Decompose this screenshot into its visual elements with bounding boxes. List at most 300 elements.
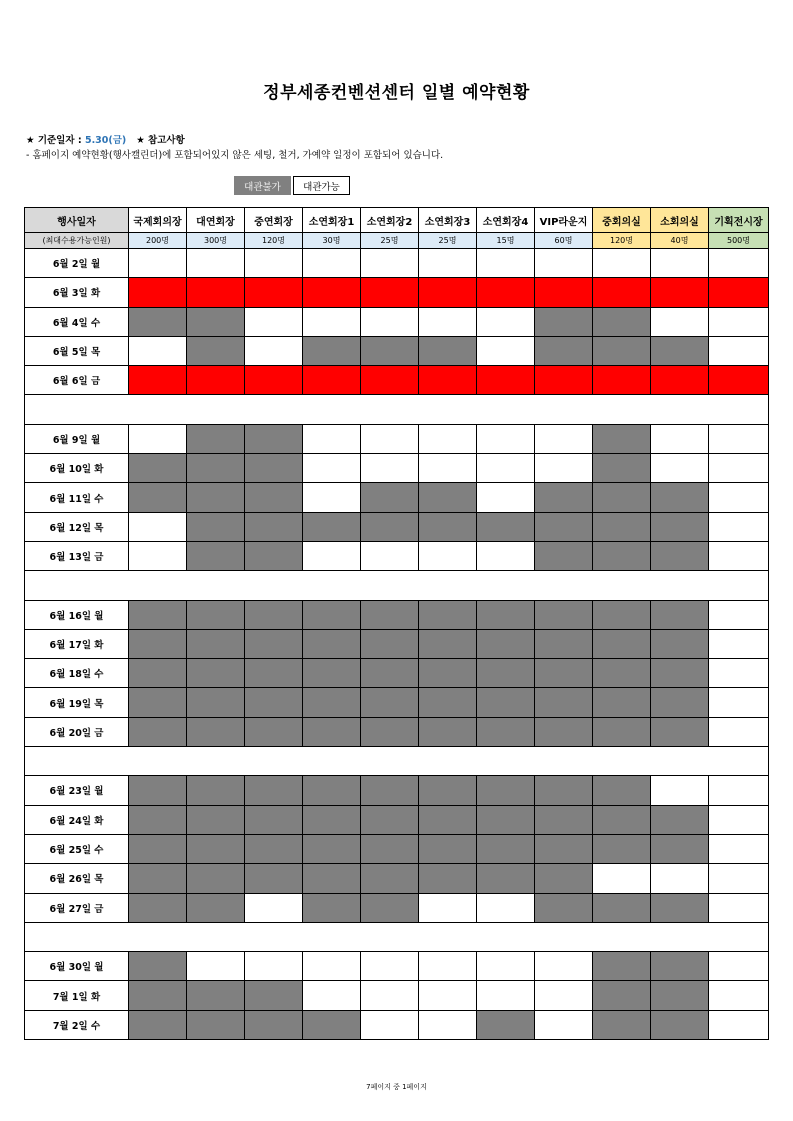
available-cell [535, 981, 593, 1010]
unavailable-cell [129, 307, 187, 336]
unavailable-cell [535, 717, 593, 746]
unavailable-cell [535, 864, 593, 893]
unavailable-cell [129, 629, 187, 658]
unavailable-cell [361, 834, 419, 863]
unavailable-cell [129, 688, 187, 717]
unavailable-cell [651, 659, 709, 688]
unavailable-cell [361, 483, 419, 512]
table-row [25, 864, 769, 893]
available-cell [419, 952, 477, 981]
available-cell [651, 307, 709, 336]
holiday-cell [535, 278, 593, 307]
available-cell [303, 307, 361, 336]
date-cell: 6월 30일 월 [25, 952, 129, 981]
venue-capacity: 500명 [709, 233, 769, 249]
unavailable-cell [419, 805, 477, 834]
schedule-body [25, 249, 769, 1040]
date-cell: 6월 27일 금 [25, 893, 129, 922]
gap-cell [25, 571, 769, 600]
available-cell [477, 336, 535, 365]
unavailable-cell [651, 600, 709, 629]
table-row [25, 952, 769, 981]
unavailable-cell [187, 1010, 245, 1039]
available-cell [419, 249, 477, 278]
available-cell [651, 864, 709, 893]
unavailable-cell [245, 454, 303, 483]
available-cell [651, 424, 709, 453]
unavailable-cell [129, 893, 187, 922]
venue-capacity: 60명 [535, 233, 593, 249]
capacity-label: (최대수용가능인원) [25, 233, 129, 249]
date-cell: 6월 13일 금 [25, 541, 129, 570]
unavailable-cell [303, 717, 361, 746]
available-cell [477, 249, 535, 278]
date-cell: 6월 9일 월 [25, 424, 129, 453]
available-cell [245, 336, 303, 365]
gap-cell [25, 395, 769, 424]
legend-available: 대관가능 [293, 176, 350, 195]
venue-header: 대연회장 [187, 208, 245, 233]
unavailable-cell [129, 952, 187, 981]
available-cell [303, 483, 361, 512]
date-cell: 6월 2일 월 [25, 249, 129, 278]
unavailable-cell [361, 659, 419, 688]
holiday-cell [361, 366, 419, 395]
available-cell [709, 805, 769, 834]
date-cell: 6월 20일 금 [25, 717, 129, 746]
unavailable-cell [303, 336, 361, 365]
unavailable-cell [651, 893, 709, 922]
unavailable-cell [419, 659, 477, 688]
date-cell: 6월 11일 수 [25, 483, 129, 512]
available-cell [535, 249, 593, 278]
available-cell [419, 981, 477, 1010]
unavailable-cell [187, 717, 245, 746]
reference-label: ★ 참고사항 [136, 135, 185, 146]
unavailable-cell [361, 688, 419, 717]
available-cell [535, 952, 593, 981]
available-cell [419, 454, 477, 483]
unavailable-cell [129, 483, 187, 512]
unavailable-cell [129, 600, 187, 629]
available-cell [419, 307, 477, 336]
unavailable-cell [303, 688, 361, 717]
holiday-cell [245, 366, 303, 395]
unavailable-cell [303, 893, 361, 922]
unavailable-cell [361, 893, 419, 922]
available-cell [361, 307, 419, 336]
unavailable-cell [303, 834, 361, 863]
unavailable-cell [245, 834, 303, 863]
holiday-cell [651, 278, 709, 307]
available-cell [245, 893, 303, 922]
unavailable-cell [187, 307, 245, 336]
unavailable-cell [477, 864, 535, 893]
date-cell: 7월 1일 화 [25, 981, 129, 1010]
available-cell [361, 1010, 419, 1039]
unavailable-cell [419, 483, 477, 512]
available-cell [477, 454, 535, 483]
date-cell: 6월 16일 월 [25, 600, 129, 629]
unavailable-cell [187, 893, 245, 922]
holiday-cell [303, 366, 361, 395]
unavailable-cell [535, 541, 593, 570]
table-row [25, 834, 769, 863]
unavailable-cell [477, 688, 535, 717]
base-date-label: ★ 기준일자 : [26, 135, 85, 146]
unavailable-cell [187, 512, 245, 541]
table-row [25, 454, 769, 483]
holiday-cell [593, 366, 651, 395]
venue-capacity: 120명 [593, 233, 651, 249]
table-row [25, 366, 769, 395]
available-cell [303, 424, 361, 453]
date-cell: 6월 23일 월 [25, 776, 129, 805]
holiday-cell [245, 278, 303, 307]
holiday-cell [477, 366, 535, 395]
available-cell [477, 541, 535, 570]
unavailable-cell [593, 541, 651, 570]
gap-cell [25, 747, 769, 776]
available-cell [709, 688, 769, 717]
unavailable-cell [129, 864, 187, 893]
table-row [25, 717, 769, 746]
gap-cell [25, 922, 769, 951]
unavailable-cell [187, 688, 245, 717]
unavailable-cell [651, 1010, 709, 1039]
available-cell [709, 424, 769, 453]
available-cell [651, 454, 709, 483]
available-cell [245, 952, 303, 981]
unavailable-cell [361, 512, 419, 541]
venue-header: 소회의실 [651, 208, 709, 233]
available-cell [709, 454, 769, 483]
unavailable-cell [419, 600, 477, 629]
unavailable-cell [245, 659, 303, 688]
available-cell [303, 249, 361, 278]
unavailable-cell [651, 629, 709, 658]
unavailable-cell [535, 805, 593, 834]
unavailable-cell [419, 864, 477, 893]
unavailable-cell [187, 336, 245, 365]
unavailable-cell [187, 600, 245, 629]
venue-capacity: 300명 [187, 233, 245, 249]
unavailable-cell [245, 424, 303, 453]
available-cell [361, 424, 419, 453]
unavailable-cell [593, 1010, 651, 1039]
available-cell [245, 249, 303, 278]
available-cell [129, 249, 187, 278]
unavailable-cell [187, 454, 245, 483]
venue-capacity: 25명 [361, 233, 419, 249]
available-cell [477, 952, 535, 981]
table-row [25, 688, 769, 717]
unavailable-cell [419, 512, 477, 541]
unavailable-cell [129, 1010, 187, 1039]
unavailable-cell [593, 424, 651, 453]
venue-capacity: 120명 [245, 233, 303, 249]
unavailable-cell [303, 659, 361, 688]
available-cell [477, 893, 535, 922]
unavailable-cell [535, 600, 593, 629]
available-cell [651, 249, 709, 278]
available-cell [709, 307, 769, 336]
unavailable-cell [535, 629, 593, 658]
unavailable-cell [593, 688, 651, 717]
unavailable-cell [303, 629, 361, 658]
unavailable-cell [245, 864, 303, 893]
unavailable-cell [245, 483, 303, 512]
available-cell [709, 893, 769, 922]
unavailable-cell [187, 834, 245, 863]
date-cell: 6월 6일 금 [25, 366, 129, 395]
date-cell: 6월 12일 목 [25, 512, 129, 541]
unavailable-cell [361, 805, 419, 834]
available-cell [129, 541, 187, 570]
available-cell [129, 512, 187, 541]
unavailable-cell [129, 834, 187, 863]
available-cell [709, 952, 769, 981]
unavailable-cell [651, 541, 709, 570]
unavailable-cell [419, 834, 477, 863]
unavailable-cell [187, 776, 245, 805]
available-cell [651, 776, 709, 805]
unavailable-cell [187, 541, 245, 570]
table-row [25, 1010, 769, 1039]
holiday-cell [535, 366, 593, 395]
available-cell [303, 454, 361, 483]
unavailable-cell [245, 688, 303, 717]
table-row [25, 600, 769, 629]
available-cell [303, 981, 361, 1010]
unavailable-cell [129, 454, 187, 483]
holiday-cell [129, 366, 187, 395]
available-cell [709, 629, 769, 658]
unavailable-cell [303, 600, 361, 629]
unavailable-cell [477, 512, 535, 541]
table-row [25, 336, 769, 365]
unavailable-cell [593, 307, 651, 336]
available-cell [187, 249, 245, 278]
unavailable-cell [593, 512, 651, 541]
table-row [25, 805, 769, 834]
holiday-cell [709, 278, 769, 307]
date-column-header: 행사일자 [25, 208, 129, 233]
available-cell [419, 541, 477, 570]
unavailable-cell [187, 629, 245, 658]
unavailable-cell [651, 483, 709, 512]
unavailable-cell [187, 659, 245, 688]
unavailable-cell [593, 483, 651, 512]
available-cell [709, 659, 769, 688]
unavailable-cell [419, 629, 477, 658]
unavailable-cell [593, 454, 651, 483]
available-cell [303, 541, 361, 570]
date-cell: 6월 5일 목 [25, 336, 129, 365]
unavailable-cell [651, 952, 709, 981]
available-cell [593, 864, 651, 893]
unavailable-cell [477, 629, 535, 658]
holiday-cell [709, 366, 769, 395]
available-cell [709, 834, 769, 863]
base-date-value: 5.30(금) [84, 135, 127, 146]
unavailable-cell [245, 717, 303, 746]
capacity-row [25, 233, 769, 249]
unavailable-cell [129, 981, 187, 1010]
venue-capacity: 30명 [303, 233, 361, 249]
date-cell: 6월 24일 화 [25, 805, 129, 834]
unavailable-cell [593, 717, 651, 746]
holiday-cell [303, 278, 361, 307]
table-row [25, 278, 769, 307]
unavailable-cell [535, 659, 593, 688]
unavailable-cell [419, 776, 477, 805]
available-cell [535, 1010, 593, 1039]
venue-capacity: 200명 [129, 233, 187, 249]
weekend-gap-row [25, 395, 769, 424]
unavailable-cell [245, 600, 303, 629]
date-cell: 6월 25일 수 [25, 834, 129, 863]
table-row [25, 629, 769, 658]
venue-capacity: 40명 [651, 233, 709, 249]
table-row [25, 659, 769, 688]
available-cell [477, 483, 535, 512]
holiday-cell [419, 366, 477, 395]
unavailable-cell [187, 805, 245, 834]
unavailable-cell [245, 805, 303, 834]
table-row [25, 483, 769, 512]
unavailable-cell [651, 512, 709, 541]
unavailable-cell [477, 776, 535, 805]
holiday-cell [187, 278, 245, 307]
table-row [25, 424, 769, 453]
available-cell [129, 424, 187, 453]
available-cell [419, 424, 477, 453]
available-cell [129, 336, 187, 365]
available-cell [709, 776, 769, 805]
page-title: 정부세종컨벤션센터 일별 예약현황 [263, 83, 530, 103]
unavailable-cell [419, 688, 477, 717]
table-row [25, 512, 769, 541]
available-cell [361, 981, 419, 1010]
unavailable-cell [477, 717, 535, 746]
unavailable-cell [593, 629, 651, 658]
unavailable-cell [477, 834, 535, 863]
date-cell: 7월 2일 수 [25, 1010, 129, 1039]
available-cell [419, 893, 477, 922]
unavailable-cell [535, 483, 593, 512]
unavailable-cell [245, 541, 303, 570]
holiday-cell [187, 366, 245, 395]
available-cell [709, 249, 769, 278]
date-cell: 6월 19일 목 [25, 688, 129, 717]
unavailable-cell [593, 776, 651, 805]
unavailable-cell [535, 893, 593, 922]
base-date-note [26, 132, 185, 146]
available-cell [361, 454, 419, 483]
unavailable-cell [419, 717, 477, 746]
unavailable-cell [593, 834, 651, 863]
unavailable-cell [361, 600, 419, 629]
available-cell [245, 307, 303, 336]
unavailable-cell [303, 864, 361, 893]
table-row [25, 541, 769, 570]
venue-header: 소연회장3 [419, 208, 477, 233]
reference-note: - 홈페이지 예약현황(행사캘린더)에 포함되어있지 않은 세팅, 철거, 가예약 일정이 포함되어 있습니다. [26, 150, 444, 161]
unavailable-cell [129, 776, 187, 805]
weekend-gap-row [25, 747, 769, 776]
page-footer: 7페이지 중 1페이지 [366, 1083, 427, 1091]
unavailable-cell [303, 512, 361, 541]
venue-header: VIP라운지 [535, 208, 593, 233]
holiday-cell [477, 278, 535, 307]
available-cell [187, 952, 245, 981]
unavailable-cell [593, 600, 651, 629]
unavailable-cell [361, 629, 419, 658]
available-cell [709, 864, 769, 893]
unavailable-cell [477, 600, 535, 629]
date-cell: 6월 18일 수 [25, 659, 129, 688]
unavailable-cell [651, 717, 709, 746]
unavailable-cell [187, 424, 245, 453]
unavailable-cell [651, 805, 709, 834]
available-cell [477, 307, 535, 336]
table-row [25, 307, 769, 336]
unavailable-cell [593, 981, 651, 1010]
unavailable-cell [593, 659, 651, 688]
date-cell: 6월 4일 수 [25, 307, 129, 336]
venue-header: 중회의실 [593, 208, 651, 233]
unavailable-cell [593, 336, 651, 365]
unavailable-cell [535, 776, 593, 805]
venue-header: 소연회장4 [477, 208, 535, 233]
holiday-cell [651, 366, 709, 395]
unavailable-cell [477, 659, 535, 688]
venue-capacity: 15명 [477, 233, 535, 249]
unavailable-cell [245, 1010, 303, 1039]
unavailable-cell [477, 1010, 535, 1039]
table-row [25, 249, 769, 278]
unavailable-cell [129, 659, 187, 688]
legend-unavailable: 대관불가 [234, 176, 291, 195]
unavailable-cell [651, 336, 709, 365]
unavailable-cell [303, 1010, 361, 1039]
venue-header-row [25, 208, 769, 233]
unavailable-cell [187, 483, 245, 512]
unavailable-cell [245, 981, 303, 1010]
available-cell [303, 952, 361, 981]
unavailable-cell [361, 776, 419, 805]
unavailable-cell [535, 688, 593, 717]
unavailable-cell [303, 805, 361, 834]
unavailable-cell [303, 776, 361, 805]
unavailable-cell [535, 512, 593, 541]
venue-header: 소연회장2 [361, 208, 419, 233]
available-cell [709, 717, 769, 746]
available-cell [593, 249, 651, 278]
weekend-gap-row [25, 571, 769, 600]
venue-header: 소연회장1 [303, 208, 361, 233]
available-cell [361, 541, 419, 570]
reservation-table [24, 207, 769, 1040]
date-cell: 6월 10일 화 [25, 454, 129, 483]
unavailable-cell [535, 307, 593, 336]
date-cell: 6월 3일 화 [25, 278, 129, 307]
table-row [25, 893, 769, 922]
holiday-cell [361, 278, 419, 307]
unavailable-cell [651, 834, 709, 863]
unavailable-cell [245, 629, 303, 658]
